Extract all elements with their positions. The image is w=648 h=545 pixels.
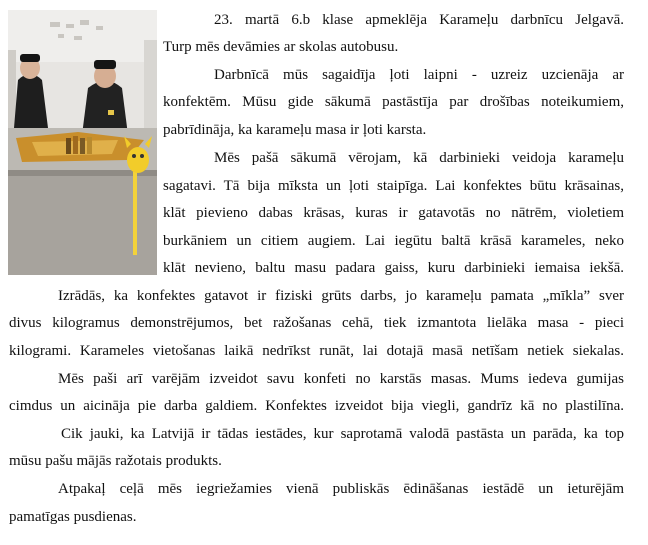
text-line: Darbnīcā mūs sagaidīja ļoti laipni - uzreiz uzcienāja ar	[214, 67, 624, 83]
caramel-workshop-photo	[8, 10, 157, 275]
text-line: Atpakaļ ceļā mēs iegriežamies vienā publiskās ēdināšanas iestādē un ieturējām	[58, 481, 624, 497]
text-line: Turp mēs devāmies ar skolas autobusu.	[163, 39, 399, 55]
photo-illustration	[8, 10, 157, 275]
text-line: pamatīgas pusdienas.	[9, 509, 137, 525]
text-line: divus kilogramus demonstrējumos, bet ražošanas cehā, tiek izmantota lielāka masa - pieci	[9, 315, 624, 331]
text-line: burkāniem un citiem augiem. Lai iegūtu baltā krāsā karameles, neko	[163, 233, 624, 249]
text-line: mūsu pašu mājās ražotais produkts.	[9, 453, 222, 469]
text-line: kilogrami. Karameles vietošanas laikā nedrīkst runāt, lai dotajā masā netīšam netiek siekalas.	[9, 343, 624, 359]
text-line: 23. martā 6.b klase apmeklēja Karameļu darbnīcu Jelgavā.	[214, 12, 624, 28]
text-line: Izrādās, ka konfektes gatavot ir fiziski grūts darbs, jo karameļu pamata „mīkla” sver	[58, 288, 624, 304]
text-line: Mēs pašā sākumā vērojam, kā darbinieki veidoja karameļu	[214, 150, 624, 166]
text-line: Mēs paši arī varējām izveidot savu konfeti no karstās masas. Mums iedeva gumijas	[58, 371, 624, 387]
text-line: klāt nevieno, baltu masu padara gaiss, kuru darbinieki iemaisa iekšā.	[163, 260, 624, 276]
text-line: Cik jauki, ka Latvijā ir tādas iestādes, kur saprotamā valodā pastāsta un parāda, ka top	[61, 426, 624, 442]
text-line: klāt pievieno dabas krāsas, kuras ir gatavotās no nātrēm, violetiem	[163, 205, 624, 221]
text-line: konfektēm. Mūsu gide sākumā pastāstīja par drošības noteikumiem,	[163, 94, 624, 110]
text-line: pabrīdināja, ka karameļu masa ir ļoti karsta.	[163, 122, 427, 138]
text-line: cimdus un aicināja pie darba galdiem. Konfektes izveidot bija viegli, gandrīz kā no plastilīna.	[9, 398, 624, 414]
text-line: sagatavi. Tā bija mīksta un ļoti staipīga. Lai konfektes būtu krāsainas,	[163, 178, 624, 194]
